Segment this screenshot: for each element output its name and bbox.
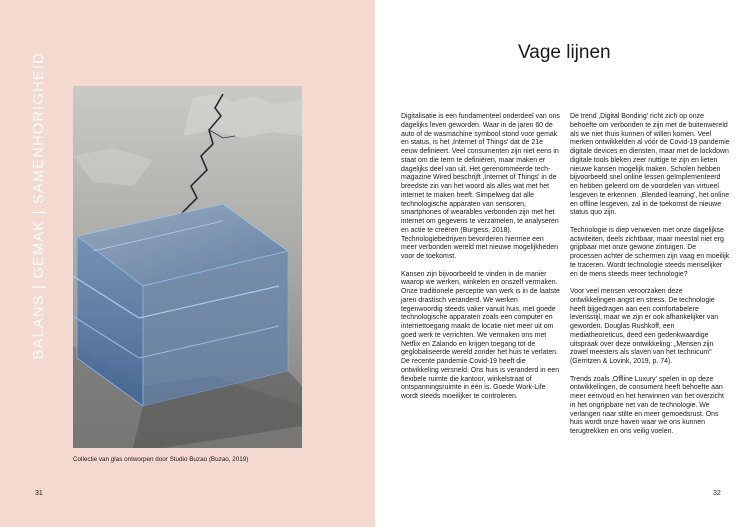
text-column-1 [401, 113, 561, 411]
paragraph: Kansen zijn bijvoorbeeld te vinden in de manier waarop we werken, winkelen en onszelf vermaken. Onze traditionele perceptie van werk is in de laatste jaren drastisch veranderd. We werken tegenwoordig steeds vaker vanuit huis, met goede technologische apparaten zoals een computer en internettoegang maakt de locatie niet meer uit om goed werk te verrichten. We vermaken ons met Netflix en Zalando en krijgen toegang tot de geglobaliseerde wereld zonder het huis te verlaten. De recente pandemie Covid-19 heeft die ontwikkeling versneld. Ons huis is veranderd in een flexibele ruimte die kantoor, winkelstraat of ontspanningsruimte in één is. Goede Work-Life wordt steeds moeilijker te controleren. [401, 270, 560, 400]
article-title: Vage lijnen [518, 42, 611, 63]
paragraph: Technologie is diep verweven met onze dagelijkse activiteiten, deels zichtbaar, maar meestal niet erg grijpbaar met onze gewone zintuigen. De processen achter de schermen zijn vaag en moeilijk te traceren. Wordt technologie steeds menselijker en de mens steeds meer technologie? [570, 226, 730, 278]
page-number-left: 31 [35, 490, 43, 497]
section-title-text: BALANS | GEMAK | SAMENHORIGHEID [31, 52, 47, 360]
paragraph: Trends zoals ‚Offline Luxury' spelen in op deze ontwikkelingen, de consument heeft behoefte aan meer eenvoud en het herwinnen van het overzicht in het ongrijpbare net van de technologie. We verlangen naar stilte en meer gemoedsrust. Ons huis wordt onze haven waar we ons kunnen terugtrekken en ons veilig voelen. [570, 375, 724, 435]
photo-caption: Collectie van glas ontworpen door Studio Buzao (Buzao, 2019) [73, 456, 249, 463]
page-number-right: 32 [713, 490, 721, 497]
section-title-vertical [30, 52, 48, 370]
glass-table-photo [73, 86, 302, 448]
paragraph: Digitalisatie is een fundamenteel onderdeel van ons dagelijks leven geworden. Waar in de jaren 60 de auto of de wasmachine symbool stond voor gemak en status, is het ‚Internet of Things' dat de 21e eeuw definieert. Veel consumenten zijn niet eens in staat om die term te definiëren, maar maken er dagelijks deel van uit. Het gerenommeerde tech-magazine Wired beschrijft ‚Internet of Things' in de breedste zin van het woord als alles wat met het internet te maken heeft. Simpelweg dat alle technologische apparaten van sensoren, smartphones of wearables verbonden zijn met het internet om gegevens te verzamelen, te analyseren en actie te creëren (Burgess, 2018). Technologiebedrijven bevorderen hiermee een meer verbonden wereld met nieuwe mogelijkheden voor de toekomst. [401, 113, 560, 260]
paragraph: De trend ‚Digital Bonding' richt zich op onze behoefte om verbonden te zijn met de buitenwereld als we niet thuis kunnen of willen komen. Veel merken ontwikkelden al vóór de Covid-19 pandemie digitale devices en diensten, maar met de lockdown digitale tools bleken zeer nuttige te zijn en lieten nieuwe kansen mogelijk maken. Scholen hebben bijvoorbeeld snel online lessen geïmplementeerd en hebben geleerd om de voordelen van virtueel lesgeven te erkennen. ‚Blended learning', het online en offline lesgeven, zal in de toekomst de nieuwe status quo zijn. [570, 113, 730, 217]
glass-table-illustration [73, 86, 302, 448]
text-column-2 [570, 113, 730, 446]
paragraph: Voor veel mensen veroorzaken deze ontwikkelingen angst en stress. De technologie heeft bijgedragen aan een comfortabelere levensstijl, maar we zijn er ook afhankelijker van geworden. Douglas Rushkoff, een mediatheoreticus, deed een gedenkwaardige uitspraak over deze ontwikkeling: „Mensen zijn zowel meesters als slaven van het technicum" (Gerritzen & Lovink, 2019, p. 74). [570, 288, 719, 365]
